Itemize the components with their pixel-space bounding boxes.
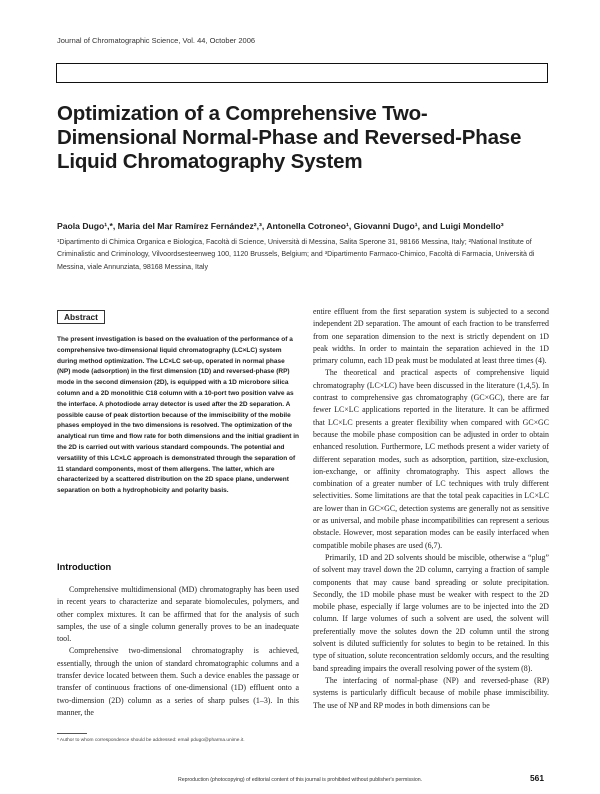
abstract-text: The present investigation is based on the evaluation of the performance of a comprehensive two-dimensional liquid chromatography (LC×LC) system during method optimization. The LC×LC set-up, operated in normal phase (NP) mode (adsorption) in the first dimension (1D) and reversed-phase (RP) mode in the second dimension (2D), is equipped with a 1D microbore silica column and a 2D monolithic C18 column with a 10-port two position valve as the interface. A photodiode array detector is used after the 2D separation. A possible cause of peak distortion because of the immiscibility of the mobile phases employed in the two dimensions is resolved. The optimization of the analytical run time and flow rate for both dimensions and the initial gradient in the 2D is carried out with various standard compounds. The potential and versatility of this LC×LC approach is demonstrated through the separation of 11 standard components, most of them allergens. The latter, which are characterized by a scattered distribution on the 2D space plane, underwent separation on both a hydrophobicity and polarity basis.: [57, 336, 299, 495]
author-list: Paola Dugo¹,*, Maria del Mar Ramírez Fernández²,³, Antonella Cotroneo¹, Giovanni Dugo¹, and Luigi Mondello³: [57, 221, 504, 231]
introduction-body: [57, 584, 299, 719]
section-heading-introduction: Introduction: [57, 562, 112, 572]
page-number: 561: [530, 773, 544, 783]
copyright-notice: Reproduction (photocopying) of editorial content of this journal is prohibited without publisher's permission.: [177, 777, 423, 783]
body-paragraph: Primarily, 1D and 2D solvents should be miscible, otherwise a “plug” of solvent may travel down the 2D column, carrying a fraction of sample components that may cause band spreading or solute precipitation. Secondly, the 1D mobile phase must be weaker with respect to the 2D mobile phase, especially if large volumes are to be injected into the 2D column. If large volumes of such a solvent are used, the solvent will preferentially move the solutes down the 2D column until the strong solvent is diluted sufficiently for solutes to begin to be retained. In this type of situation, solute reconcentration seldomly occurs, and the resulting band spreading impairs the overall resolving power of the system (8).: [313, 552, 549, 673]
body-paragraph: entire effluent from the first separation system is subjected to a second independent 2D separation. The amount of each fraction to be transferred from one separation dimension to the next is strictly dependent on 1D peak widths. In order to maintain the separation achieved in the 1D primary column, each 1D peak must be modulated at least three times (4).: [313, 307, 549, 366]
introduction-paragraph: Comprehensive multidimensional (MD) chromatography has been used in recent years to characterize and separate biomolecules, polymers, and other complex mixtures. It can be affirmed that for the analysis of such samples, the use of a single column generally proves to be an inadequate tool.: [57, 585, 299, 644]
body-paragraph: The interfacing of normal-phase (NP) and reversed-phase (RP) systems is particularly difficult because of mobile phase immiscibility. The use of NP and RP modes in both dimensions can be: [313, 675, 549, 710]
correspondence-footnote: * Author to whom correspondence should be addressed: email pdugo@pharma.unime.it.: [57, 738, 245, 743]
right-column-body: [313, 306, 549, 712]
abstract-label: Abstract: [57, 310, 105, 324]
article-title: Optimization of a Comprehensive Two-Dimensional Normal-Phase and Reversed-Phase Liquid Chromatography System: [57, 102, 522, 173]
author-affiliations: ¹Dipartimento di Chimica Organica e Biologica, Facoltà di Science, Università di Messina, Salita Sperone 31, 98166 Messina, Italy; ²National Institute of Criminalistic and Criminology, Vilvoordsesteenweg 100, 1120 Brussels, Belgium; and ³Dipartimento Farmaco-Chimico, Facoltà di Farmacia, Università di Messina, viale Annunziata, 98168 Messina, Italy: [57, 238, 535, 271]
introduction-paragraph: Comprehensive two-dimensional chromatography is achieved, essentially, through the union of standard chromatographic columns and a transfer device located between them. Such a device enables the passage or transfer of continuous fractions of one-dimensional (1D) effluent onto a two-dimension (2D) column as a series of sharp pulses (1–3). In this manner, the: [57, 646, 299, 717]
journal-header: Journal of Chromatographic Science, Vol. 44, October 2006: [57, 36, 256, 45]
body-paragraph: The theoretical and practical aspects of comprehensive liquid chromatography (LC×LC) have been discussed in the literature (1,4,5). In contrast to comprehensive gas chromatography (GC×GC), there are far fewer LC×LC applications reported in the literature. It can be affirmed that LC×LC presents a greater flexibility when compared with GC×GC because the mobile phase composition can be adjusted in order to obtain enhanced resolution. Furthermore, LC methods present a wider variety of different separation modes, such as adsorption, partition, size-exclusion, ion-exchange, or affinity chromatography. This aspect allows the combination of a greater number of LC techniques with truly different selectivities. Some limitations are that the total peak capacities in LC×LC are lower than in GC×GC, detection systems are generally not as sensitive or as universal, and mobile phase incompatibilities can represent a serious obstacle. However, most separation modes can be easily interfaced when compatible mobile phases are used (6,7).: [313, 368, 549, 550]
footnote-divider: [57, 733, 87, 734]
header-rule-box: [56, 63, 548, 83]
